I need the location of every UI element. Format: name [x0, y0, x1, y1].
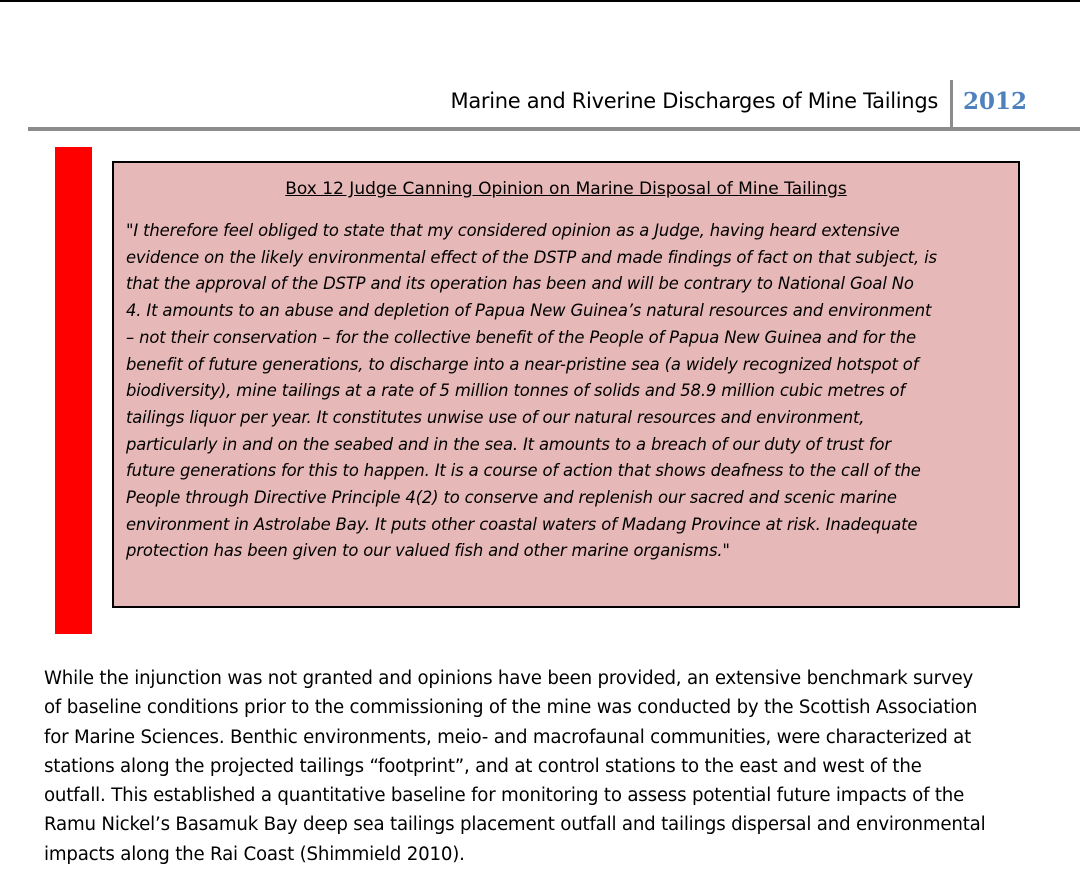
header-rule	[28, 127, 1080, 131]
quote-line: protection has been given to our valued fish and other marine organisms."	[126, 541, 730, 561]
paragraph-line: of baseline conditions prior to the commissioning of the mine was conducted by the Scottish Association	[44, 697, 978, 719]
quote-box	[112, 161, 1020, 608]
quote-line: particularly in and on the seabed and in the sea. It amounts to a breach of our duty of trust for	[126, 434, 891, 454]
running-header-title: Marine and Riverine Discharges of Mine Tailings	[450, 89, 938, 113]
box-title: Box 12 Judge Canning Opinion on Marine Disposal of Mine Tailings	[285, 179, 847, 199]
quote-line: benefit of future generations, to discharge into a near-pristine sea (a widely recognized hotspot of	[126, 354, 919, 374]
paragraph-line: for Marine Sciences. Benthic environments, meio- and macrofaunal communities, were characterized at	[44, 726, 972, 748]
paragraph-line: Ramu Nickel’s Basamuk Bay deep sea tailings placement outfall and tailings dispersal and environmental	[44, 814, 986, 836]
quote-line: tailings liquor per year. It constitutes unwise use of our natural resources and environment,	[126, 407, 865, 427]
box-quote	[126, 218, 1016, 565]
running-header-year: 2012	[963, 88, 1028, 115]
paragraph-line: While the injunction was not granted and opinions have been provided, an extensive benchmark survey	[44, 668, 974, 689]
body-paragraph	[44, 664, 1074, 869]
quote-line: environment in Astrolabe Bay. It puts other coastal waters of Madang Province at risk. Inadequate	[126, 514, 918, 534]
quote-line: biodiversity), mine tailings at a rate of 5 million tonnes of solids and 58.9 million cubic metres of	[126, 381, 906, 401]
quote-line: "I therefore feel obliged to state that my considered opinion as a Judge, having heard extensive	[126, 221, 900, 240]
red-accent-bar	[55, 147, 92, 634]
quote-line: – not their conservation – for the collective benefit of the People of Papua New Guinea and for the	[126, 327, 916, 347]
top-border-line	[0, 0, 1080, 2]
paragraph-line: stations along the projected tailings “footprint”, and at control stations to the east and west of the	[44, 755, 922, 777]
quote-line: 4. It amounts to an abuse and depletion of Papua New Guinea’s natural resources and environment	[126, 301, 932, 321]
quote-line: People through Directive Principle 4(2) to conserve and replenish our sacred and scenic marine	[126, 488, 897, 508]
quote-line: that the approval of the DSTP and its operation has been and will be contrary to National Goal No	[126, 274, 914, 294]
paragraph-line: outfall. This established a quantitative baseline for monitoring to assess potential future impacts of the	[44, 785, 965, 807]
paragraph-line: impacts along the Rai Coast (Shimmield 2010).	[44, 843, 465, 865]
quote-line: evidence on the likely environmental effect of the DSTP and made findings of fact on that subject, is	[126, 247, 937, 267]
header-divider	[950, 80, 953, 128]
quote-line: future generations for this to happen. It is a course of action that shows deafness to the call of the	[126, 461, 921, 481]
